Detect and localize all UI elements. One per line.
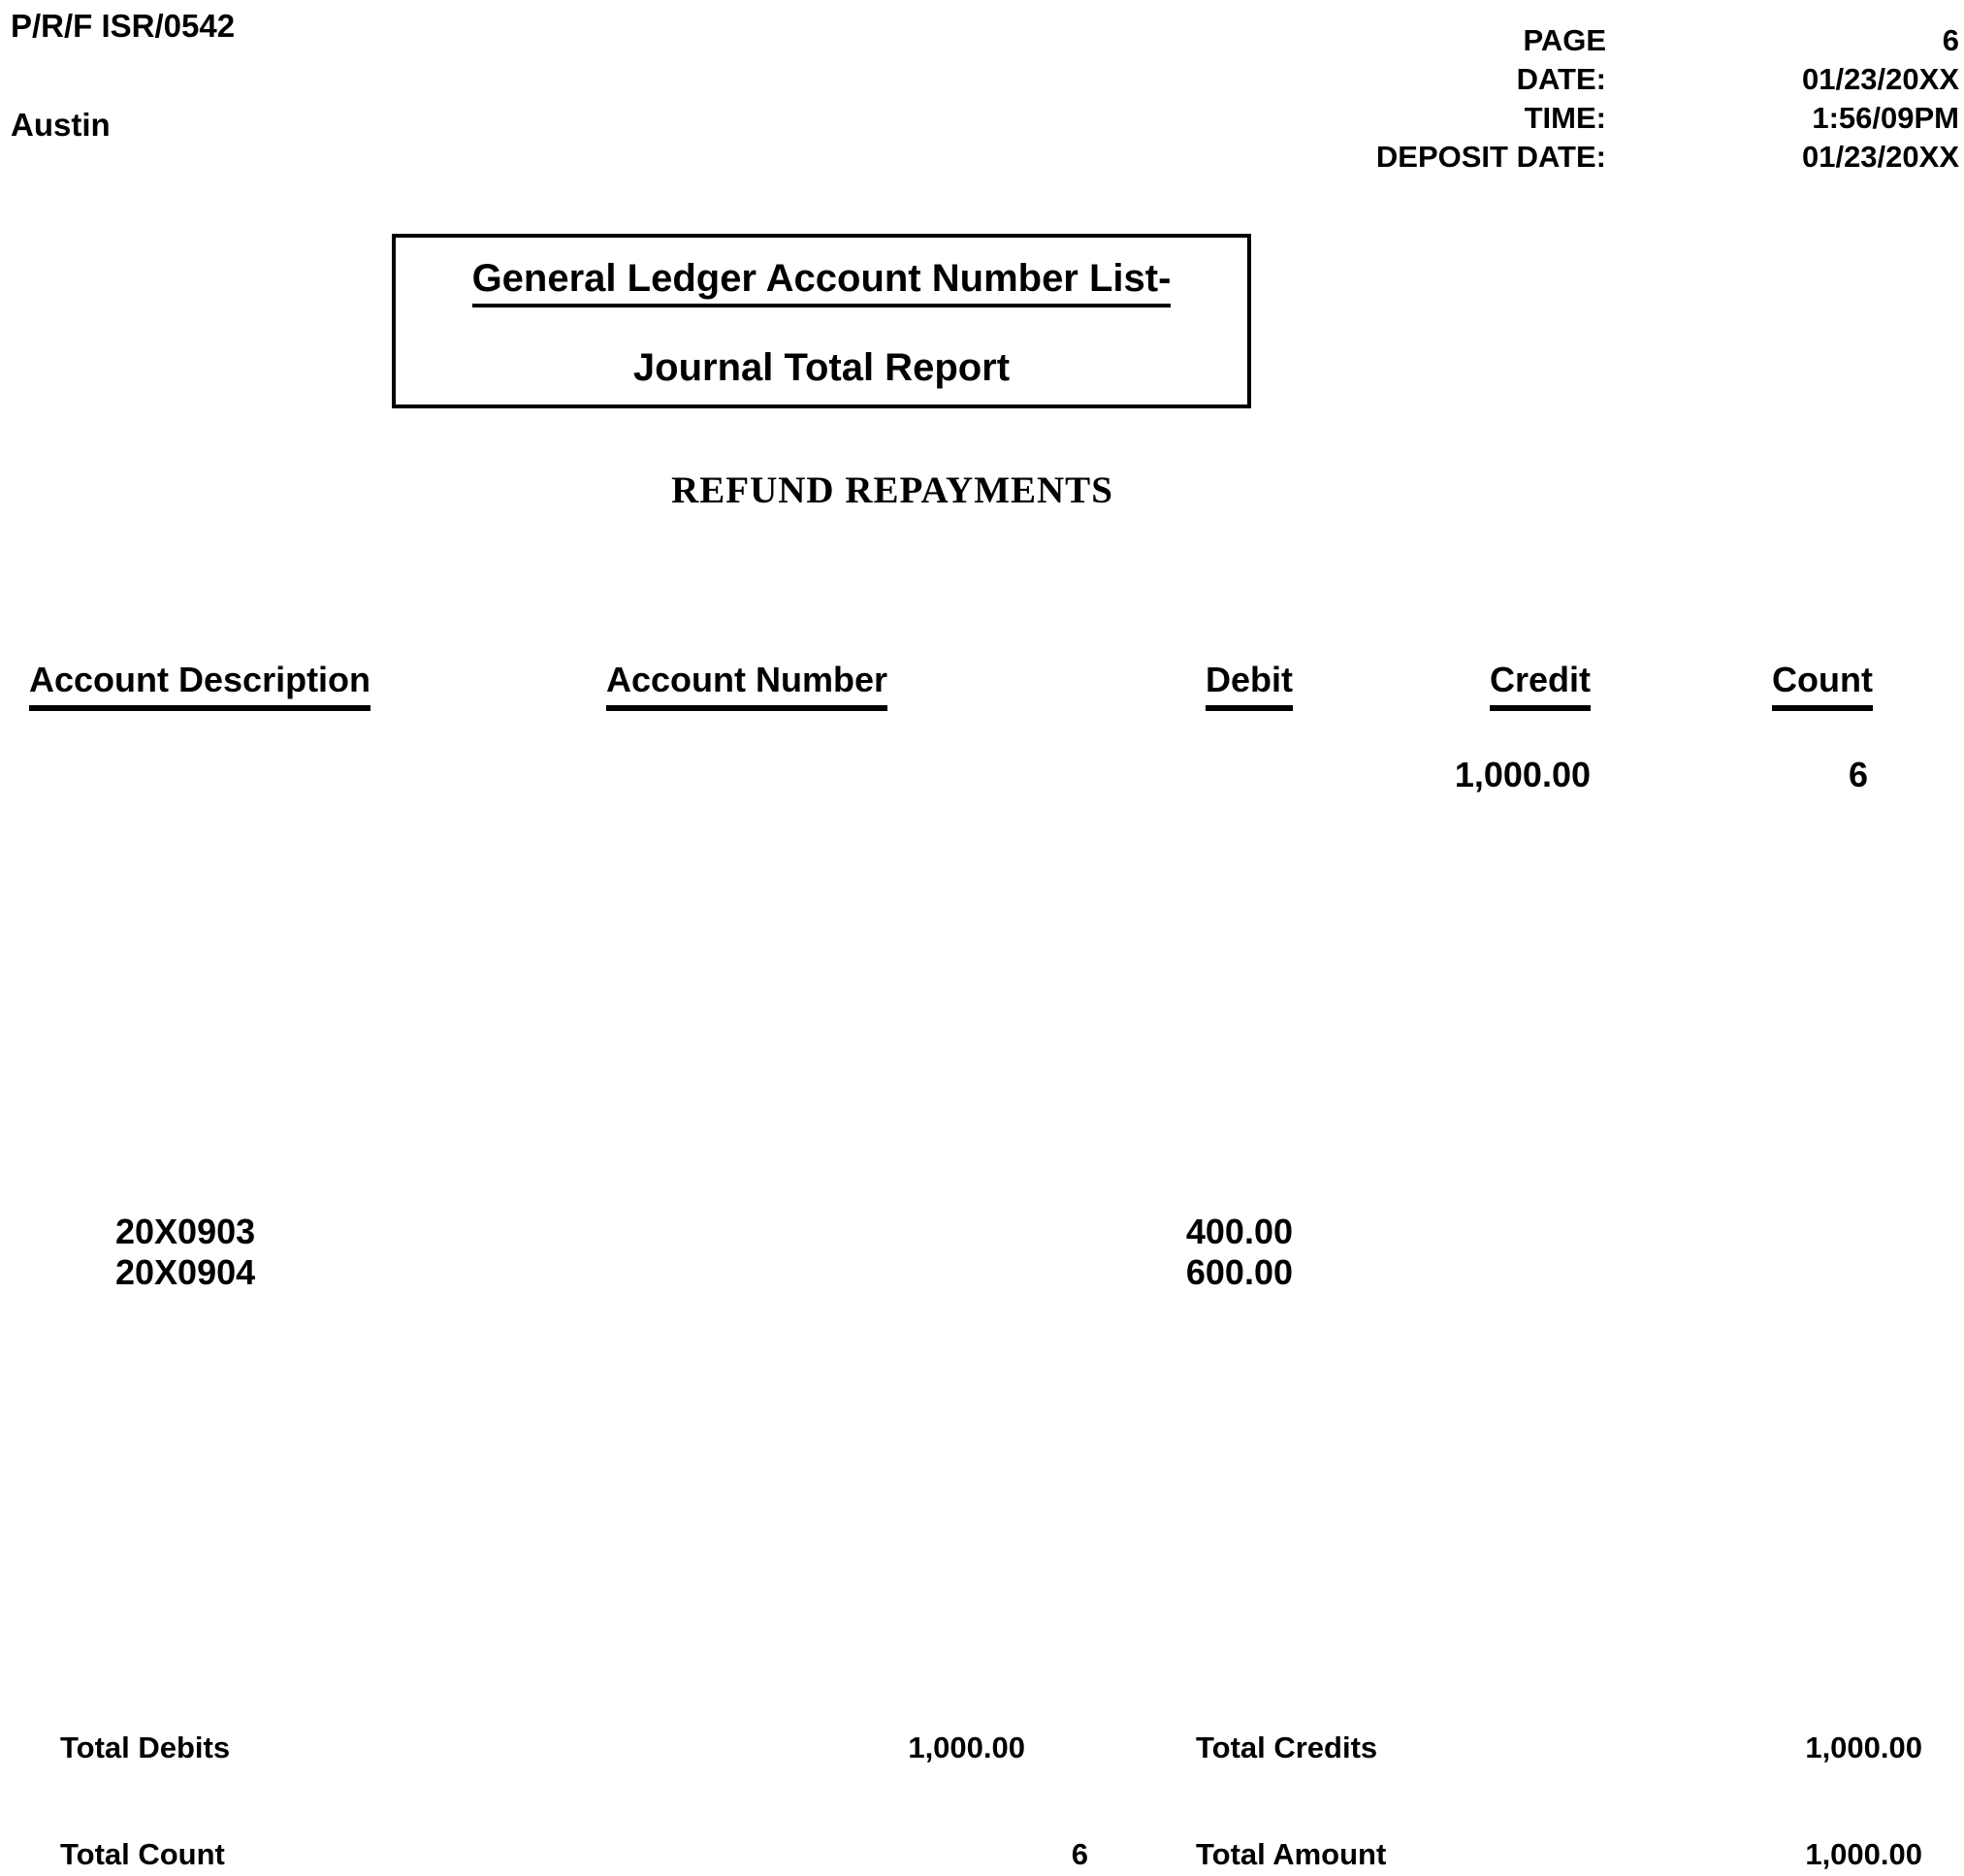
total-amount-label: Total Amount: [1196, 1837, 1387, 1871]
meta-values: [1802, 21, 1959, 177]
total-count-value: 6: [1071, 1837, 1088, 1871]
meta-value-deposit-date: 01/23/20XX: [1801, 140, 1959, 174]
report-title-line2: Journal Total Report: [632, 346, 1011, 389]
total-debits-label: Total Debits: [60, 1730, 231, 1764]
meta-value-page: 6: [1942, 23, 1959, 57]
meta-label-deposit-date: DEPOSIT DATE:: [1375, 140, 1606, 174]
column-header-account-number-text: Account Number: [606, 660, 887, 711]
column-header-count-text: Count: [1772, 660, 1873, 711]
report-code: P/R/F ISR/0542: [11, 8, 236, 44]
column-header-count: [1772, 660, 1873, 711]
detail-row-1-debit: 400.00: [1185, 1212, 1293, 1251]
summary-credit-value: 1,000.00: [1454, 755, 1591, 794]
summary-count-value: 6: [1848, 755, 1868, 794]
detail-row-2-debit: 600.00: [1185, 1252, 1293, 1292]
meta-label-date: DATE:: [1516, 62, 1606, 96]
report-title-line1: General Ledger Account Number List-: [472, 257, 1172, 307]
column-header-credit: [1490, 660, 1591, 711]
total-debits-value: 1,000.00: [908, 1730, 1025, 1764]
column-header-debit-text: Debit: [1206, 660, 1293, 711]
column-header-debit: [1206, 660, 1293, 711]
meta-value-date: 01/23/20XX: [1801, 62, 1959, 96]
detail-row-1-code: 20X0903: [115, 1212, 256, 1251]
meta-value-time: 1:56/09PM: [1812, 101, 1959, 135]
meta-label-page: PAGE: [1523, 23, 1606, 57]
column-header-account-number: [606, 660, 887, 711]
column-header-credit-text: Credit: [1490, 660, 1591, 711]
total-credits-value: 1,000.00: [1805, 1730, 1922, 1764]
total-amount-value: 1,000.00: [1805, 1837, 1922, 1871]
total-count-label: Total Count: [60, 1837, 225, 1871]
meta-label-time: TIME:: [1524, 101, 1606, 135]
column-header-account-description: [29, 660, 370, 711]
detail-row-2-code: 20X0904: [115, 1252, 256, 1292]
meta-labels: [1376, 21, 1606, 177]
total-credits-label: Total Credits: [1196, 1730, 1378, 1764]
report-location: Austin: [11, 107, 111, 143]
section-title: REFUND REPAYMENTS: [671, 469, 1113, 511]
column-header-account-description-text: Account Description: [29, 660, 370, 711]
report-title-box: [392, 234, 1251, 408]
